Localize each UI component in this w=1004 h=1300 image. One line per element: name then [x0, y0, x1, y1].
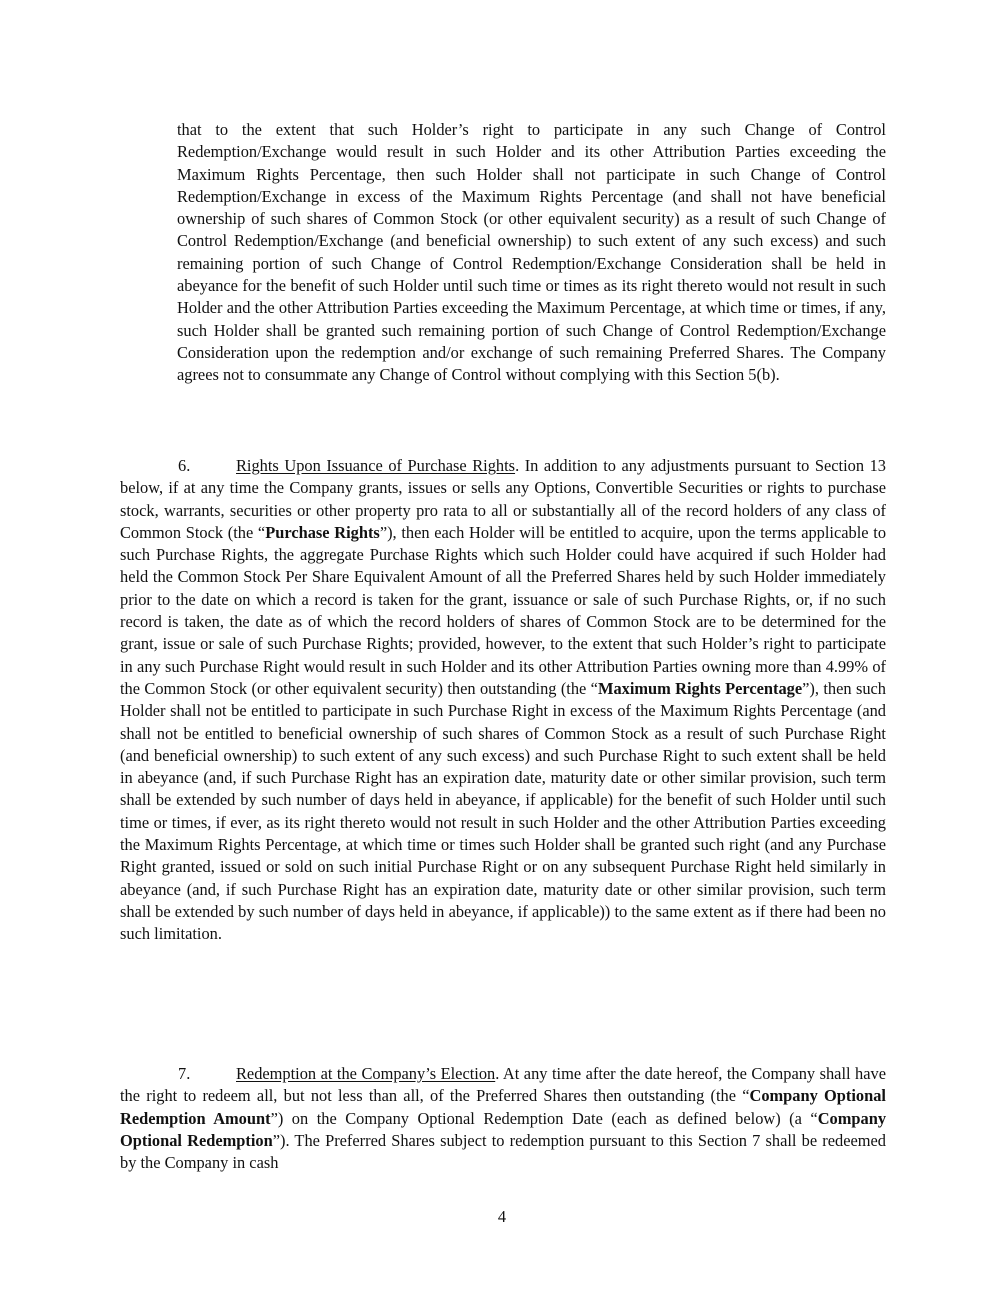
- section-6-number: 6.: [178, 456, 191, 475]
- section-7-text-1: . At any time after the date hereof, the Company shall have the right to redeem all, but not less than all, of the Preferred Shares then outstanding (the “: [120, 1064, 886, 1106]
- section-6-text-3: ”), then such Holder shall not be entitled to participate in such Purchase Right in excess of the Maximum Rights Percentage (and shall not be entitled to beneficial ownership of such shares of Common Stock as a result of such Purchase Right (and beneficial ownership) to such extent of any such excess) and such Purchase Right to such extent shall be held in abeyance (and, if such Purchase Right has an expiration date, maturity date or other similar provision, such term shall be extended by such number of days held in abeyance, if applicable) for the benefit of such Holder until such time or times, if ever, as its right thereto would not result in such Holder and the other Attribution Parties exceeding the Maximum Rights Percentage, at which time or times such Holder shall be granted such right (and any Purchase Right granted, issued or sold on such initial Purchase Right or on any subsequent Purchase Right held similarly in abeyance (and, if such Purchase Right has an expiration date, maturity date or other similar provision, such term shall be extended by such number of days held in abeyance, if applicable)) to the same extent as if there had been no such limitation.: [120, 678, 886, 944]
- section-7-heading: Redemption at the Company’s Election: [236, 1064, 496, 1083]
- section-7-text-3: ”). The Preferred Shares subject to redemption pursuant to this Section 7 shall be redeemed by the Company in cash: [120, 1130, 887, 1173]
- defined-term-company-optional-redemption: Company Optional Redemption: [120, 1108, 887, 1150]
- page-number: 4: [497, 1207, 507, 1226]
- section-6-text-2: ”), then each Holder will be entitled to acquire, upon the terms applicable to such Purchase Rights, the aggregate Purchase Rights which such Holder could have acquired if such Holder had held the Common Stock Per Share Equivalent Amount of all the Preferred Shares held by such Holder immediately prior to the date on which a record is taken for the grant, issuance or sale of such Purchase Rights, or, if no such record is taken, the date as of which the record holders of shares of Common Stock are to be determined for the grant, issue or sale of such Purchase Rights; provided, however, to the extent that such Holder’s right to participate in any such Purchase Right would result in such Holder and its other Attribution Parties owning more than 4.99% of the Common Stock (or other equivalent security) then outstanding (the “: [120, 522, 887, 698]
- section-7-paragraph: [120, 1063, 886, 1174]
- paragraph-continuation: [177, 119, 886, 387]
- defined-term-maximum-rights-percentage: Maximum Rights Percentage: [597, 678, 803, 698]
- section-6-paragraph: [120, 455, 886, 946]
- section-6-text-1: . In addition to any adjustments pursuant to Section 13 below, if at any time the Company grants, issues or sells any Options, Convertible Securities or rights to purchase stock, warrants, securities or other property pro rata to all or substantially all of the record holders of any class of Common Stock (the “: [120, 456, 886, 542]
- paragraph-text: that to the extent that such Holder’s right to participate in any such Change of Control Redemption/Exchange would result in such Holder and its other Attribution Parties exceeding the Maximum Rights Percentage, then such Holder shall not participate in such Change of Control Redemption/Exchange in excess of the Maximum Rights Percentage (and shall not have beneficial ownership of such shares of Common Stock (or other equivalent security) as a result of such Change of Control Redemption/Exchange (and beneficial ownership) to such extent of any such excess) and such remaining portion of such Change of Control Redemption/Exchange Consideration shall be held in abeyance for the benefit of such Holder until such time or times as its right thereto would not result in such Holder and the other Attribution Parties exceeding the Maximum Percentage, at which time or times, if any, such Holder shall be granted such remaining portion of such Change of Control Redemption/Exchange Consideration upon the redemption and/or exchange of such remaining Preferred Shares. The Company agrees not to consummate any Change of Control without complying with this Section 5(b).: [177, 120, 886, 385]
- defined-term-purchase-rights: Purchase Rights: [265, 522, 380, 542]
- section-6-heading: Rights Upon Issuance of Purchase Rights: [236, 456, 516, 475]
- defined-term-company-optional-redemption-amount: Company Optional Redemption Amount: [120, 1086, 886, 1128]
- section-7-number: 7.: [178, 1064, 191, 1083]
- section-7-text-2: ”) on the Company Optional Redemption Date (each as defined below) (a “: [270, 1108, 818, 1128]
